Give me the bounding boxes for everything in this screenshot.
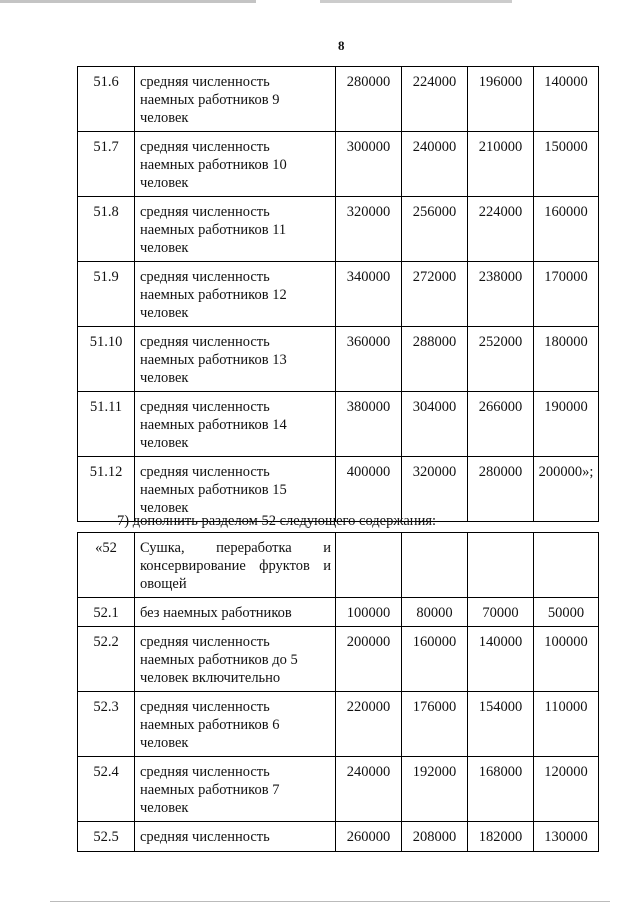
table-row <box>78 327 599 392</box>
rate-value-v3: 182000 <box>468 822 534 852</box>
row-description: средняя численность наемных работников 13 человек <box>135 327 336 392</box>
empty-cell <box>468 533 534 598</box>
row-number: 51.8 <box>78 197 135 262</box>
row-number: 52.3 <box>78 692 135 757</box>
empty-cell <box>336 533 402 598</box>
table-row <box>78 822 599 852</box>
rate-value-v1: 280000 <box>336 67 402 132</box>
section-title: Сушка, переработка и консервирование фруктов и овощей <box>135 533 336 598</box>
rate-value-v2: 304000 <box>402 392 468 457</box>
rate-value-v2: 192000 <box>402 757 468 822</box>
row-description: средняя численность наемных работников 6 человек <box>135 692 336 757</box>
rate-value-v1: 220000 <box>336 692 402 757</box>
empty-cell <box>402 533 468 598</box>
rate-value-v2: 80000 <box>402 598 468 627</box>
rate-value-v2: 176000 <box>402 692 468 757</box>
rate-value-v2: 224000 <box>402 67 468 132</box>
page-number: 8 <box>338 38 345 53</box>
row-number: 51.9 <box>78 262 135 327</box>
rate-value-v1: 100000 <box>336 598 402 627</box>
row-description: средняя численность наемных работников до 5 человек включительно <box>135 627 336 692</box>
section-number: «52 <box>78 533 135 598</box>
rate-value-v1: 340000 <box>336 262 402 327</box>
rate-value-v3: 224000 <box>468 197 534 262</box>
rate-value-v4: 180000 <box>534 327 599 392</box>
rate-value-v3: 70000 <box>468 598 534 627</box>
row-description: средняя численность наемных работников 7 человек <box>135 757 336 822</box>
rate-value-v2: 240000 <box>402 132 468 197</box>
row-number: 52.4 <box>78 757 135 822</box>
rate-value-v4: 120000 <box>534 757 599 822</box>
rate-value-v4: 200000»; <box>534 457 599 522</box>
table-row <box>78 457 599 522</box>
row-number: 52.5 <box>78 822 135 852</box>
row-description: средняя численность наемных работников 12 человек <box>135 262 336 327</box>
row-description: средняя численность <box>135 822 336 852</box>
rate-value-v3: 168000 <box>468 757 534 822</box>
table-row <box>78 692 599 757</box>
row-number: 52.1 <box>78 598 135 627</box>
rate-value-v1: 240000 <box>336 757 402 822</box>
row-description: средняя численность наемных работников 9 человек <box>135 67 336 132</box>
rate-value-v4: 50000 <box>534 598 599 627</box>
table-row <box>78 627 599 692</box>
rate-value-v4: 100000 <box>534 627 599 692</box>
table-row <box>78 392 599 457</box>
rate-value-v4: 140000 <box>534 67 599 132</box>
rate-value-v4: 190000 <box>534 392 599 457</box>
scan-edge-mark <box>50 901 610 902</box>
empty-cell <box>534 533 599 598</box>
rate-value-v2: 208000 <box>402 822 468 852</box>
rate-value-v2: 320000 <box>402 457 468 522</box>
rate-value-v2: 256000 <box>402 197 468 262</box>
rate-value-v4: 130000 <box>534 822 599 852</box>
table-row <box>78 197 599 262</box>
table-row <box>78 598 599 627</box>
table-row <box>78 757 599 822</box>
rate-value-v1: 360000 <box>336 327 402 392</box>
rates-table-section-51 <box>77 66 599 522</box>
rate-value-v4: 150000 <box>534 132 599 197</box>
rate-value-v1: 260000 <box>336 822 402 852</box>
row-description: средняя численность наемных работников 15 человек <box>135 457 336 522</box>
row-number: 51.11 <box>78 392 135 457</box>
row-number: 52.2 <box>78 627 135 692</box>
rate-value-v3: 196000 <box>468 67 534 132</box>
row-number: 51.12 <box>78 457 135 522</box>
table-row <box>78 262 599 327</box>
row-description: средняя численность наемных работников 10 человек <box>135 132 336 197</box>
scan-edge-mark <box>0 0 640 3</box>
rate-value-v4: 110000 <box>534 692 599 757</box>
rate-value-v1: 380000 <box>336 392 402 457</box>
table-row <box>78 67 599 132</box>
rate-value-v3: 280000 <box>468 457 534 522</box>
row-description: средняя численность наемных работников 14 человек <box>135 392 336 457</box>
row-number: 51.7 <box>78 132 135 197</box>
rate-value-v3: 266000 <box>468 392 534 457</box>
rate-value-v3: 210000 <box>468 132 534 197</box>
table-row <box>78 533 599 598</box>
table-row <box>78 132 599 197</box>
rate-value-v2: 160000 <box>402 627 468 692</box>
rate-value-v4: 170000 <box>534 262 599 327</box>
rate-value-v2: 272000 <box>402 262 468 327</box>
rates-table-section-52 <box>77 532 599 852</box>
rate-value-v4: 160000 <box>534 197 599 262</box>
rate-value-v1: 320000 <box>336 197 402 262</box>
row-description: средняя численность наемных работников 11 человек <box>135 197 336 262</box>
rate-value-v1: 200000 <box>336 627 402 692</box>
rate-value-v3: 154000 <box>468 692 534 757</box>
amendment-text: 7) дополнить разделом 52 следующего содержания: <box>117 513 437 529</box>
row-number: 51.10 <box>78 327 135 392</box>
rate-value-v1: 300000 <box>336 132 402 197</box>
rate-value-v2: 288000 <box>402 327 468 392</box>
rate-value-v1: 400000 <box>336 457 402 522</box>
rate-value-v3: 140000 <box>468 627 534 692</box>
rate-value-v3: 238000 <box>468 262 534 327</box>
row-number: 51.6 <box>78 67 135 132</box>
row-description: без наемных работников <box>135 598 336 627</box>
rate-value-v3: 252000 <box>468 327 534 392</box>
